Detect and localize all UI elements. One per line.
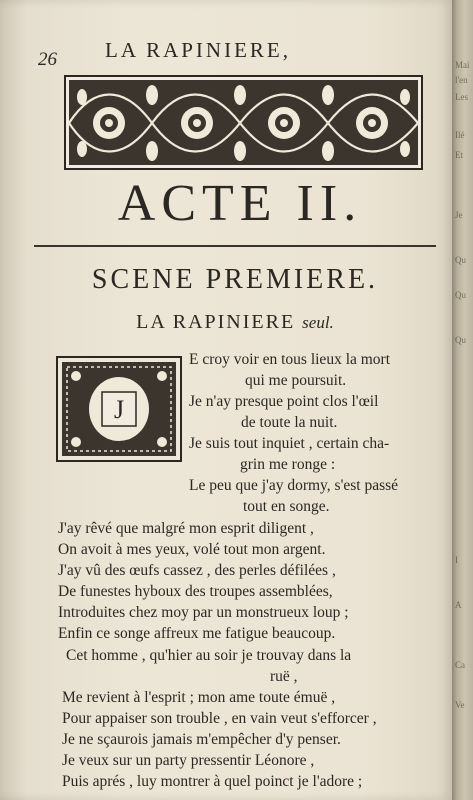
verse-line: Puis aprés , luy montrer à quel poinct je l'adore ; <box>62 773 363 790</box>
verse-line: Le peu que j'ay dormy, s'est passé <box>189 477 399 494</box>
verse-line: grin me ronge : <box>240 456 336 473</box>
verse-line: Introduites chez moy par un monstrueux loup ; <box>58 604 349 621</box>
facing-page-edge: Mai l'en Les Ilé Et Je Qu Qu Qu I A Ca Ve <box>452 0 473 800</box>
verse-line: Pour appaiser son trouble , en vain veut s'efforcer , <box>62 710 377 727</box>
verse-line: Enfin ce songe affreux me fatigue beaucoup. <box>58 625 336 642</box>
verse-line: J'ay rêvé que malgré mon esprit diligent , <box>58 520 314 537</box>
verse-line: J'ay vû des œufs cassez , des perles défilées , <box>58 562 336 579</box>
verse-line: Me revient à l'esprit ; mon ame toute émuë , <box>62 689 336 706</box>
ornamental-headpiece <box>64 75 423 170</box>
act-title: ACTE II. <box>117 175 363 232</box>
verse-line: Je suis tout inquiet , certain cha- <box>189 435 390 452</box>
running-title: LA RAPINIERE, <box>105 38 291 62</box>
verse-line: ruë , <box>270 668 298 685</box>
verse-line: E croy voir en tous lieux la mort <box>189 351 391 368</box>
verse-line: Je ne sçaurois jamais m'empêcher d'y penser. <box>62 731 341 748</box>
verse-line: Je n'ay presque point clos l'œil <box>189 393 379 410</box>
verse-line: Je veux sur un party pressentir Léonore , <box>62 752 315 769</box>
character-name: LA RAPINIERE <box>136 311 296 333</box>
verse-line: qui me poursuit. <box>245 372 347 389</box>
scene-title: SCENE PREMIERE. <box>91 264 379 295</box>
verse-line: Cet homme , qu'hier au soir je trouvay dans la <box>66 647 352 664</box>
character-heading <box>60 312 410 332</box>
stage-direction: seul. <box>302 313 334 332</box>
verse-line: De funestes hyboux des troupes assemblées, <box>58 583 333 600</box>
divider-rule <box>34 245 436 247</box>
verse-line: de toute la nuit. <box>241 414 338 431</box>
page-number: 26 <box>38 49 57 70</box>
verse-line: tout en songe. <box>243 498 330 515</box>
verse-line: On avoit à mes yeux, volé tout mon argent. <box>58 541 326 558</box>
drop-cap-letter: J <box>113 395 125 424</box>
